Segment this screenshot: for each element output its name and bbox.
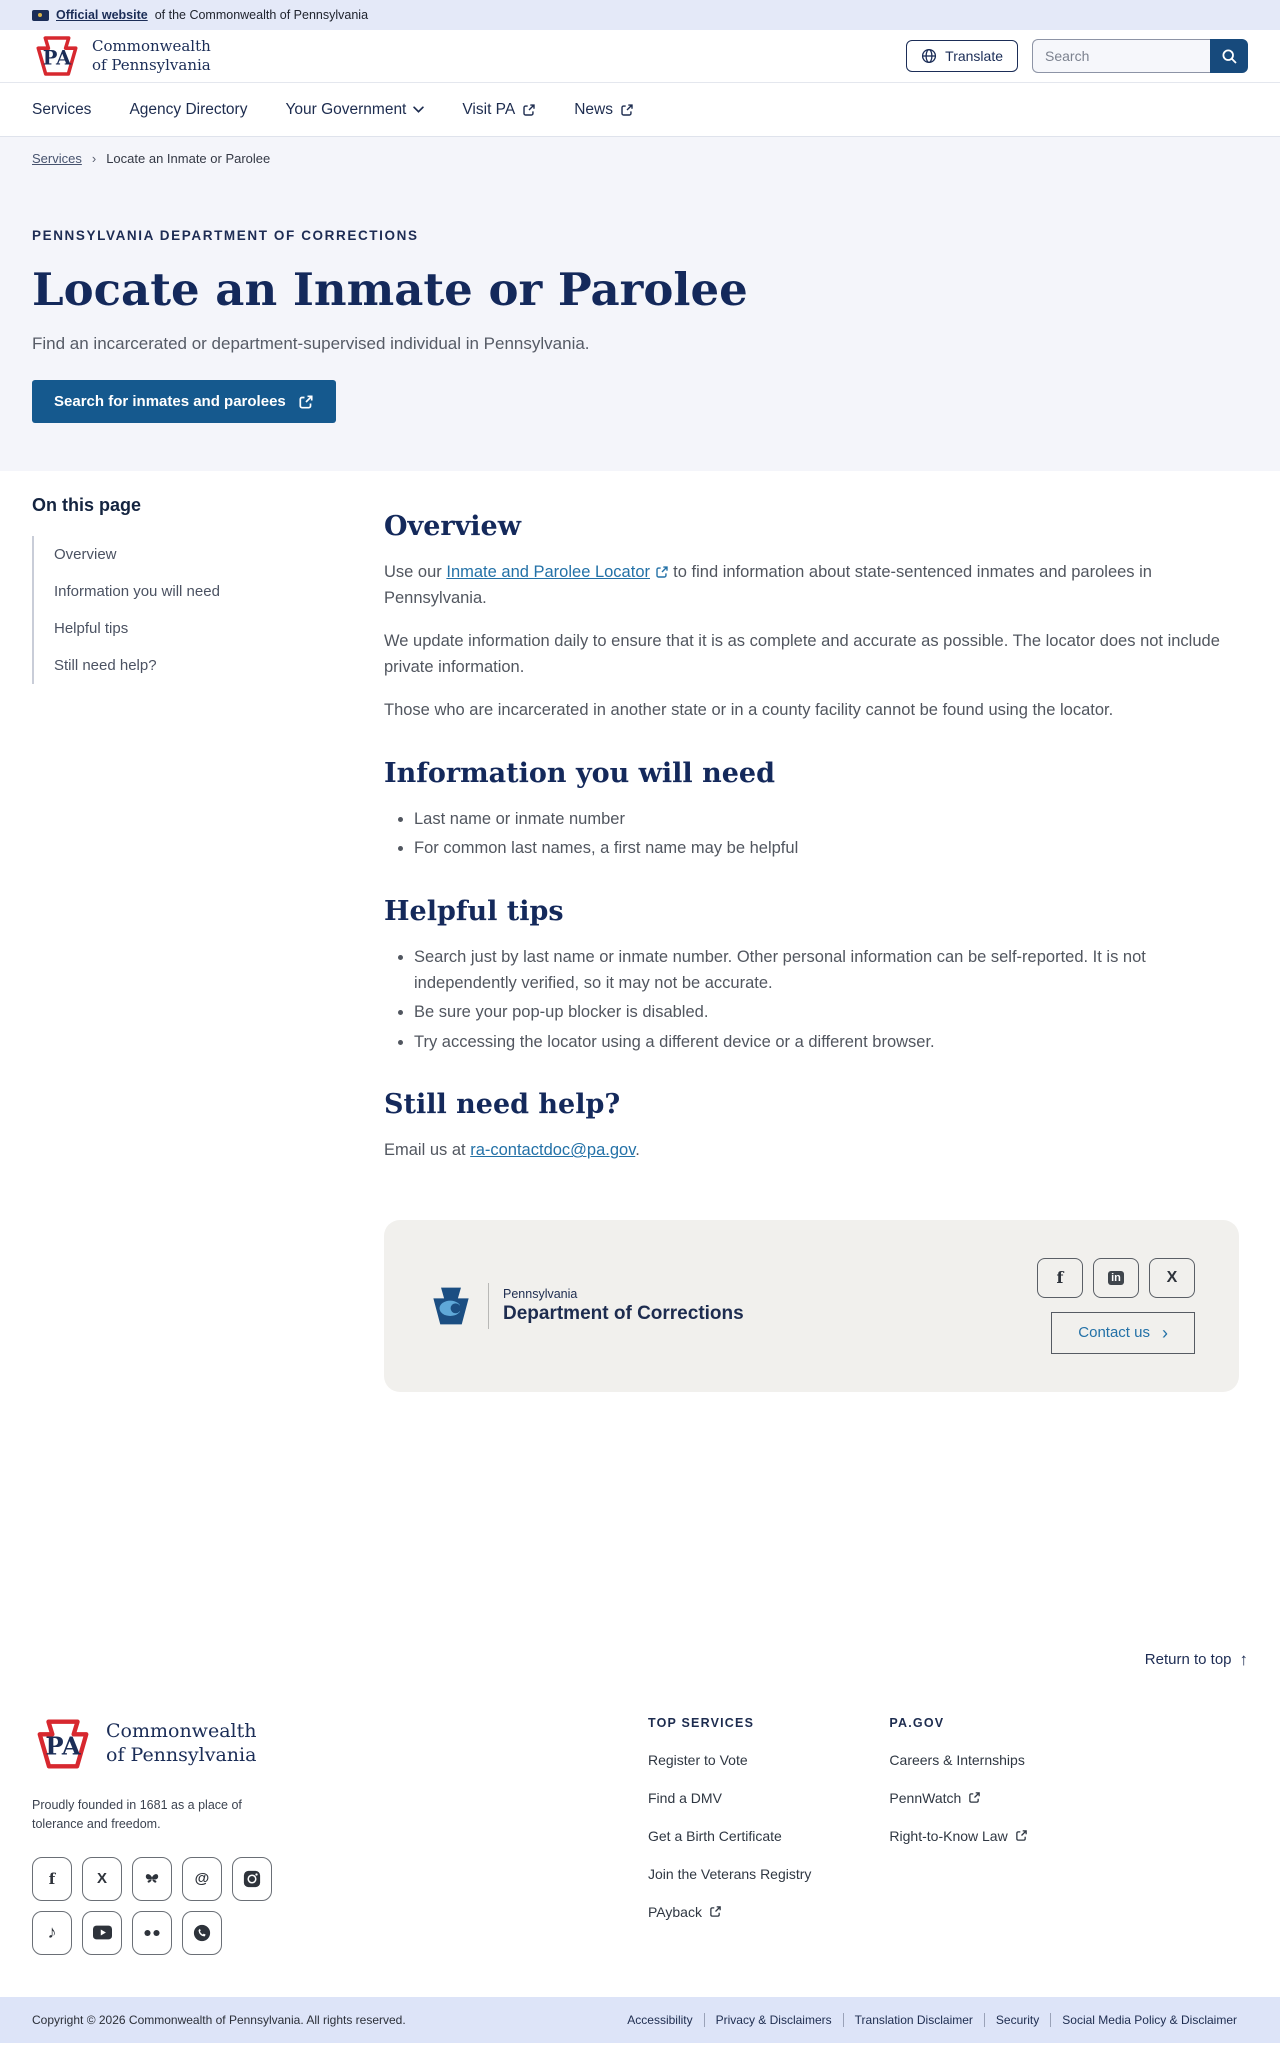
toc-still-need-help[interactable]: Still need help? [54,657,157,674]
agency-name-big: Department of Corrections [503,1302,744,1324]
translate-label: Translate [945,48,1003,64]
footer-org-name: Commonwealth of Pennsylvania [106,1720,257,1766]
nav-services[interactable]: Services [32,100,92,118]
return-to-top-link[interactable] [1145,1650,1248,1670]
list-item: • Last name or inmate number [414,807,1239,833]
arrow-up-icon: ↑ [1239,1649,1248,1669]
helpful-tips-list [384,945,1239,1055]
agency-name [503,1287,744,1325]
list-item: • Be sure your pop-up blocker is disabled. [414,1000,1239,1026]
external-link-icon [522,103,536,117]
facebook-button[interactable] [32,1857,72,1901]
agency-card [384,1220,1239,1392]
page-subtitle: Find an incarcerated or department-supervised individual in Pennsylvania. [32,334,590,353]
legal-link-security[interactable]: Security [984,2013,1050,2027]
hero-section [0,137,1280,471]
page-title: Locate an Inmate or Parolee [32,263,748,316]
legal-link-social-media-policy[interactable]: Social Media Policy & Disclaimer [1050,2013,1248,2027]
linkedin-button[interactable] [1093,1258,1139,1298]
footer-link-register-to-vote[interactable]: Register to Vote [648,1751,748,1768]
whatsapp-icon [193,1924,211,1942]
footer-column-title: TOP SERVICES [648,1715,755,1730]
overview-paragraph-1 [384,560,1239,611]
agency-social-row [1037,1258,1195,1298]
header-org-name: Commonwealth of Pennsylvania [92,37,211,74]
svg-text:PA: PA [42,46,72,70]
agency-identity [428,1283,744,1329]
copyright-text: Copyright © 2026 Commonwealth of Pennsylvania. All rights reserved. [32,2012,406,2027]
content-area [0,471,1280,1392]
footer-link-pennwatch[interactable]: PennWatch [889,1790,1027,1806]
search-button[interactable] [1210,39,1248,73]
chevron-right-icon: › [1162,1322,1168,1343]
contact-email-link[interactable]: ra-contactdoc@pa.gov [470,1141,636,1160]
agency-eyebrow: PENNSYLVANIA DEPARTMENT OF CORRECTIONS [32,228,419,243]
instagram-icon [243,1870,261,1888]
list-item: • Search just by last name or inmate number. Other personal information can be self-reported. It is not independently verified, so it may not be accurate. [414,945,1239,996]
facebook-icon: f [48,1869,56,1888]
footer [0,1688,1280,2043]
site-header [0,30,1280,82]
external-link-icon [655,565,669,579]
footer-column-top-services [648,1716,811,1955]
external-link-icon [968,1791,981,1804]
overview-paragraph-2: We update information daily to ensure that it is as complete and accurate as possible. The locator does not include private information. [384,632,1220,676]
footer-pa-gov-logo[interactable] [32,1716,648,1772]
search-icon [1221,48,1238,65]
footer-link-columns [648,1716,1028,1955]
flickr-icon [143,1929,161,1937]
footer-link-join-the-veterans-registry[interactable]: Join the Veterans Registry [648,1865,812,1882]
bluesky-button[interactable] [132,1857,172,1901]
on-this-page-nav [32,471,328,1392]
tiktok-button[interactable] [32,1911,72,1955]
pa-gov-logo[interactable] [32,34,211,78]
banner-text: of the Commonwealth of Pennsylvania [154,8,369,22]
header-actions [906,39,1248,73]
threads-icon: @ [194,1870,210,1887]
contact-us-label: Contact us [1078,1324,1150,1342]
facebook-button[interactable] [1037,1258,1083,1298]
footer-tagline: Proudly founded in 1681 as a place of tolerance and freedom. [32,1797,242,1832]
nav-visit-pa[interactable]: Visit PA [462,101,536,119]
chevron-down-icon [413,106,424,113]
helpful-tips-heading: Helpful tips [384,895,564,927]
toc-information-you-will-need[interactable]: Information you will need [54,583,220,600]
instagram-button[interactable] [232,1857,272,1901]
search-inmates-button[interactable] [32,380,336,423]
list-item: • For common last names, a first name may be helpful [414,836,1239,862]
info-needed-list [384,807,1239,862]
translate-button[interactable] [906,40,1018,72]
search-input[interactable] [1032,39,1210,73]
return-to-top-label: Return to top [1144,1651,1232,1669]
main-nav [0,82,1280,137]
external-link-icon [709,1905,722,1918]
info-needed-heading: Information you will need [384,757,775,789]
footer-link-find-a-dmv[interactable]: Find a DMV [648,1789,722,1806]
footer-brand-block [32,1716,648,1955]
nav-your-government[interactable]: Your Government [285,101,424,119]
search-inmates-button-label: Search for inmates and parolees [54,393,286,410]
overview-p1-pre: Use our [384,563,447,581]
svg-text:PA: PA [45,1731,81,1761]
on-this-page-title: On this page [32,495,142,515]
overview-p1-post: to find information about state-sentenced inmates and parolees in Pennsylvania. [384,563,1152,607]
threads-button[interactable] [182,1857,222,1901]
footer-link-get-a-birth-certificate[interactable]: Get a Birth Certificate [648,1827,782,1844]
email-text-pre: Email us at [384,1141,471,1160]
external-link-icon [298,394,314,410]
footer-main [0,1688,1280,1997]
official-website-banner [0,0,1280,30]
x-icon: X [1166,1268,1178,1286]
linkedin-icon: in [1108,1271,1124,1285]
agency-actions [1037,1258,1195,1354]
nav-agency-directory[interactable]: Agency Directory [129,100,248,118]
still-need-help-heading: Still need help? [384,1089,621,1121]
youtube-icon [93,1925,112,1940]
chevron-right-icon: › [91,151,97,166]
whatsapp-button[interactable] [182,1911,222,1955]
footer-bottom-bar [0,1997,1280,2043]
article [384,471,1239,1392]
legal-link-privacy-disclaimers[interactable]: Privacy & Disclaimers [704,2013,843,2027]
pa-keystone-icon [32,34,82,78]
footer-link-careers-internships[interactable]: Careers & Internships [889,1751,1025,1768]
footer-link-payback[interactable]: PAyback [648,1904,811,1920]
legal-link-translation-disclaimer[interactable]: Translation Disclaimer [843,2013,984,2027]
youtube-button[interactable] [82,1911,122,1955]
legal-link-accessibility[interactable]: Accessibility [627,2012,693,2027]
breadcrumb-services-link[interactable]: Services [32,151,82,166]
toc-overview[interactable]: Overview [54,546,117,563]
still-need-help-paragraph [384,1138,1239,1164]
divider [488,1283,489,1329]
tiktok-icon: ♪ [47,1922,57,1942]
official-website-link[interactable]: Official website [56,8,148,22]
pa-keystone-icon [32,1716,94,1772]
footer-social [32,1857,648,1955]
contact-us-button[interactable] [1051,1312,1195,1354]
return-to-top-row [0,1650,1280,1670]
x-icon: X [96,1870,107,1887]
x-button[interactable] [1149,1258,1195,1298]
footer-column-title: PA.GOV [889,1715,945,1730]
breadcrumb [32,151,1248,166]
external-link-icon [1015,1829,1028,1842]
agency-name-small: Pennsylvania [503,1286,578,1301]
external-link-icon [620,103,634,117]
x-button[interactable] [82,1857,122,1901]
breadcrumb-current: Locate an Inmate or Parolee [106,151,271,166]
list-item: • Try accessing the locator using a different device or a different browser. [414,1030,1239,1056]
pa-flag-icon [32,10,49,21]
legal-links [616,2013,1248,2027]
toc-helpful-tips[interactable]: Helpful tips [54,620,129,637]
nav-news[interactable]: News [574,101,634,119]
search-box [1032,39,1248,73]
doc-keystone-logo [428,1283,474,1329]
overview-paragraph-3: Those who are incarcerated in another state or in a county facility cannot be found using the locator. [384,701,1114,720]
flickr-button[interactable] [132,1911,172,1955]
facebook-icon: f [1056,1268,1064,1288]
footer-column-pa-gov [889,1716,1027,1955]
bluesky-icon [143,1871,161,1887]
footer-link-right-to-know-law[interactable]: Right-to-Know Law [889,1828,1027,1844]
inmate-parolee-locator-link[interactable]: Inmate and Parolee Locator [446,563,650,581]
overview-heading: Overview [384,511,521,542]
email-text-post: . [635,1141,640,1160]
globe-icon [921,48,937,64]
